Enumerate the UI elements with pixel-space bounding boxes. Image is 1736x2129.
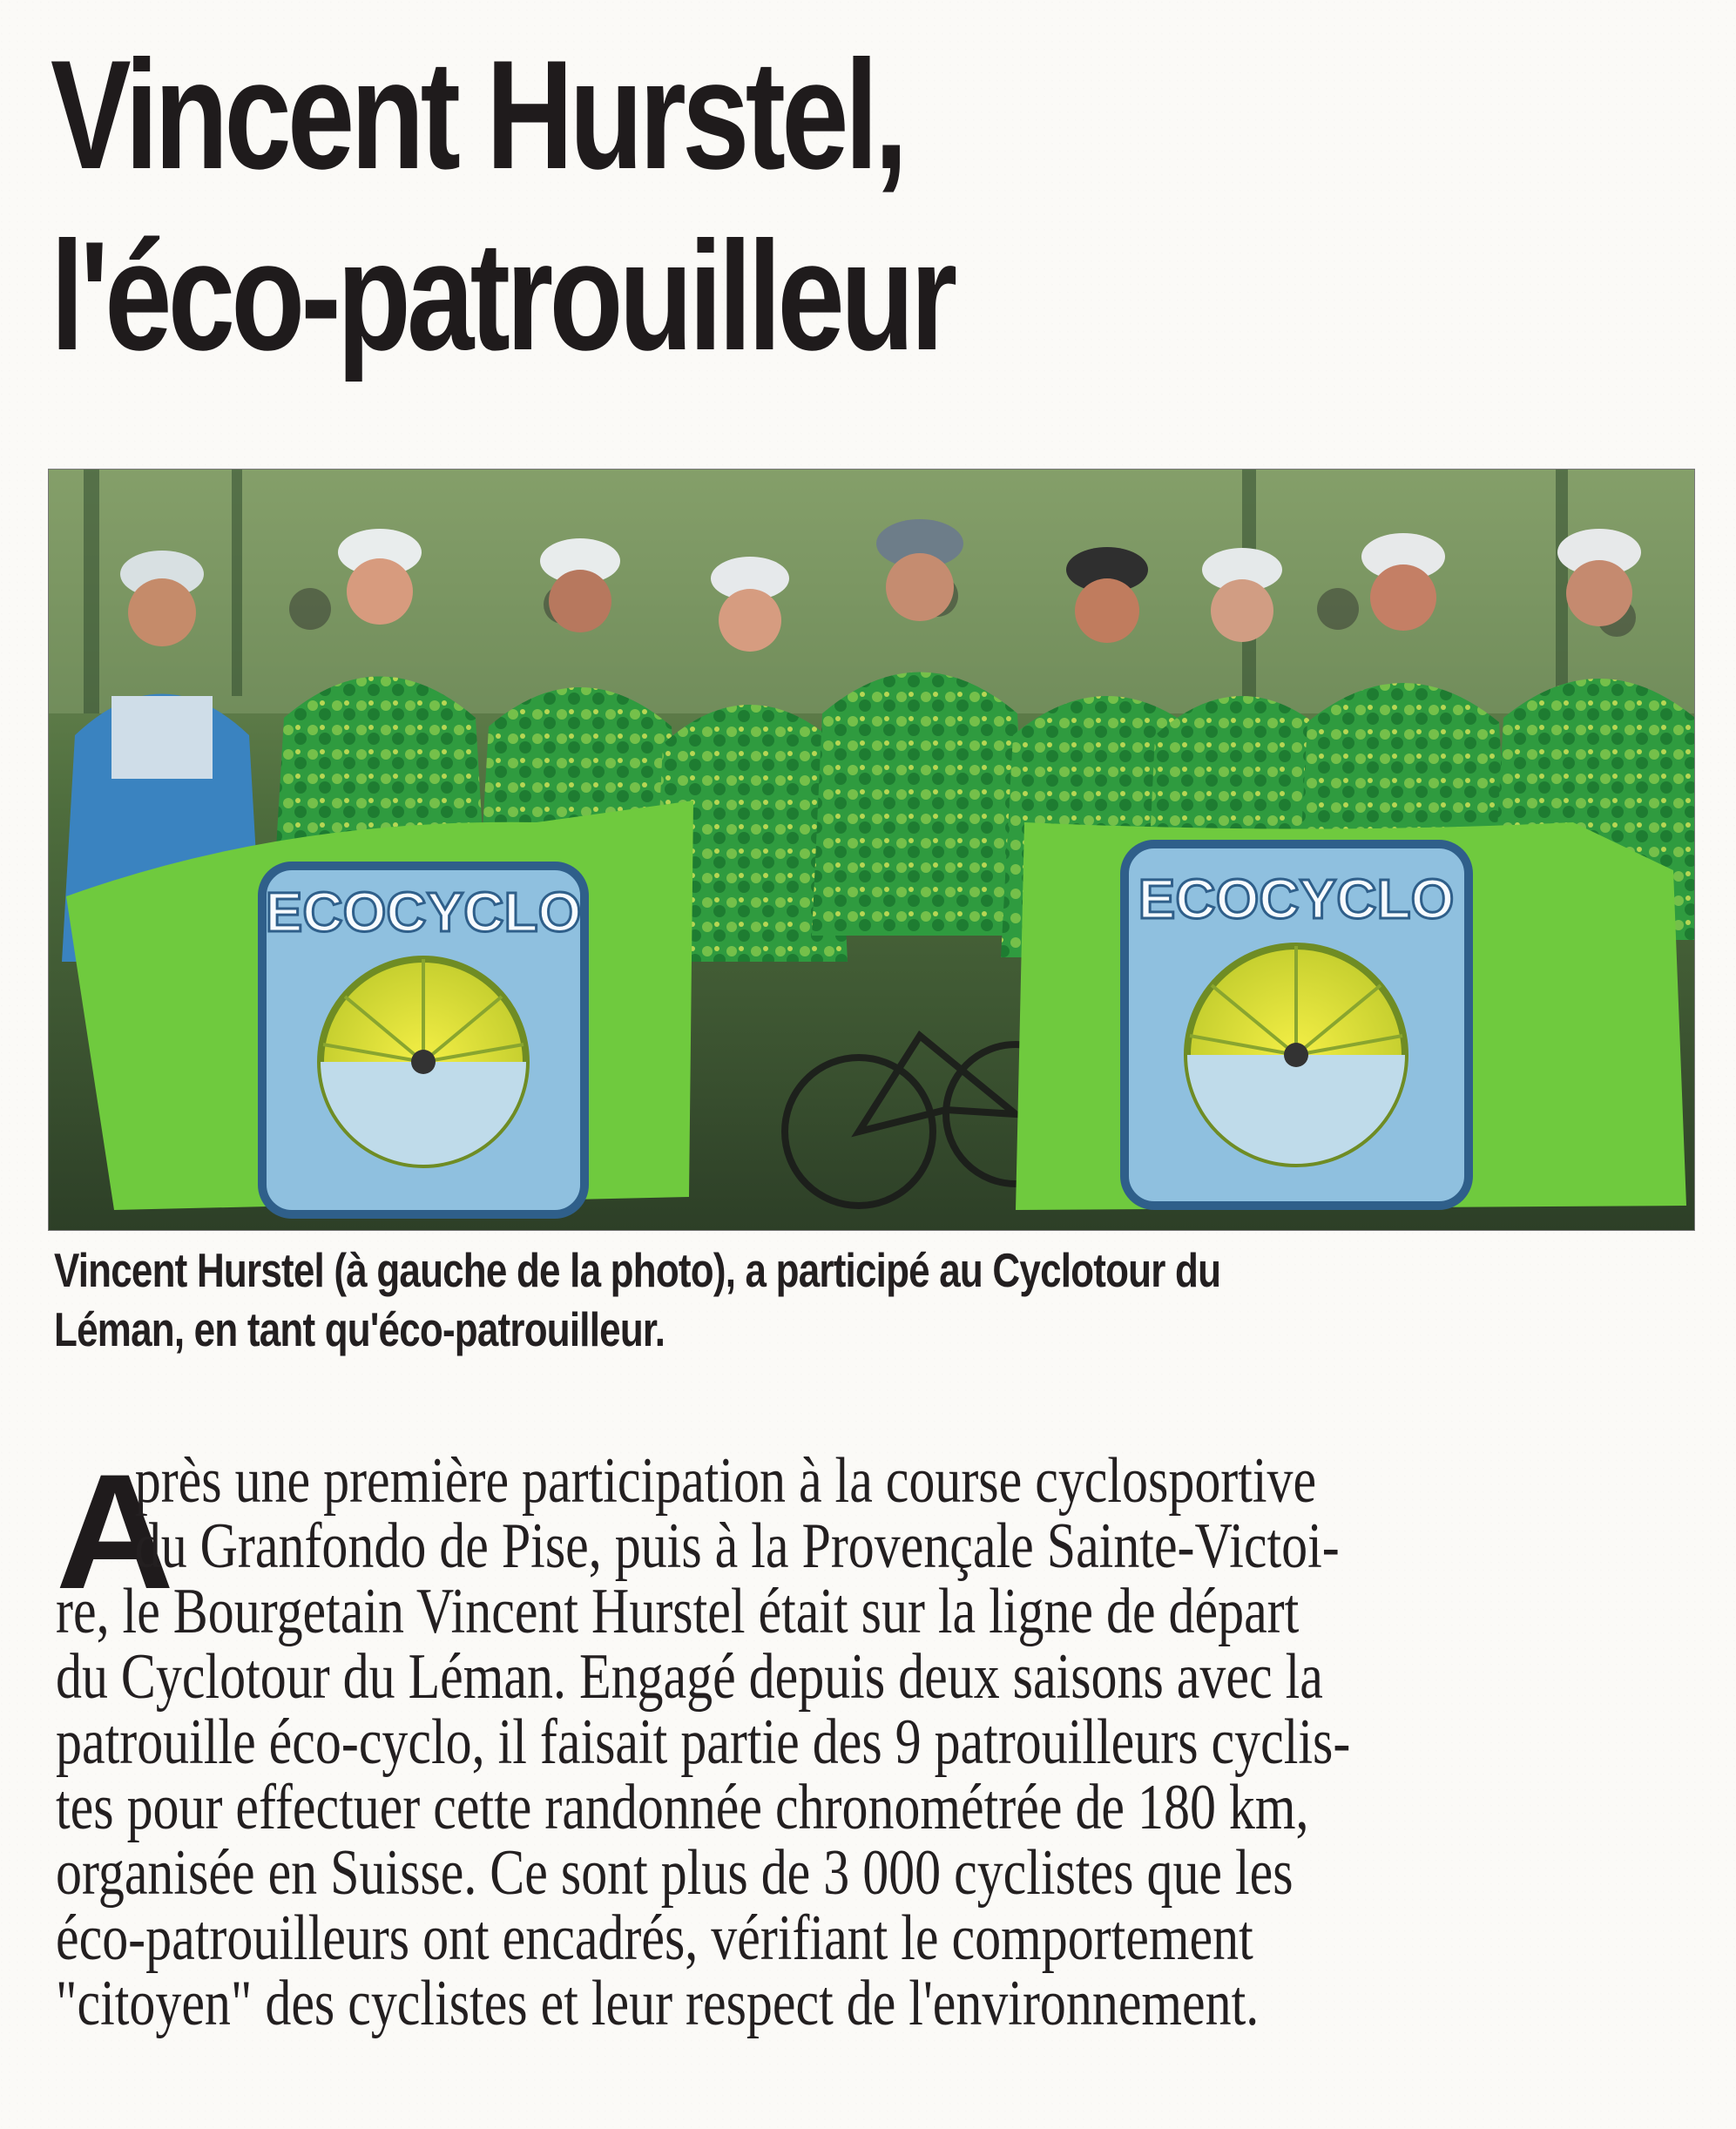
headline-line-2: l'éco-patrouilleur [51, 209, 954, 382]
article-body [56, 1440, 1665, 2039]
photo-caption [54, 1240, 1657, 1359]
headline-line-1: Vincent Hurstel, [51, 28, 904, 201]
body-line-9: "citoyen" des cyclistes et leur respect de l'environnement. [56, 1968, 1260, 2039]
photo-ecocyclo-team [48, 469, 1695, 1231]
body-line-8: éco-patrouilleurs ont encadrés, vérifiant le comportement [56, 1903, 1253, 1974]
caption-line-1: Vincent Hurstel (à gauche de la photo), a participé au Cyclotour du [54, 1243, 1221, 1297]
photo-illustration [49, 470, 1694, 1230]
dropcap-letter: A [56, 1440, 174, 1623]
body-line-3: re, le Bourgetain Vincent Hurstel était sur la ligne de départ [56, 1576, 1300, 1647]
caption-line-2: Léman, en tant qu'éco-patrouilleur. [54, 1302, 665, 1356]
right-ecocyclo-flag [1016, 822, 1686, 1210]
right-flag-label: ECOCYCLO [1138, 868, 1455, 930]
body-line-6: tes pour effectuer cette randonnée chronométrée de 180 km, [56, 1772, 1309, 1843]
body-line-2: du Granfondo de Pise, puis à la Provençale Sainte-Victoi- [134, 1511, 1340, 1582]
left-flag-label: ECOCYCLO [265, 881, 582, 943]
body-line-5: patrouille éco-cyclo, il faisait partie des 9 patrouilleurs cyclis- [56, 1707, 1351, 1778]
body-line-7: organisée en Suisse. Ce sont plus de 3 000 cyclistes que les [56, 1837, 1294, 1909]
headline [51, 24, 1206, 387]
body-line-4: du Cyclotour du Léman. Engagé depuis deux saisons avec la [56, 1641, 1323, 1713]
body-line-1: près une première participation à la course cyclosportive [134, 1445, 1317, 1517]
